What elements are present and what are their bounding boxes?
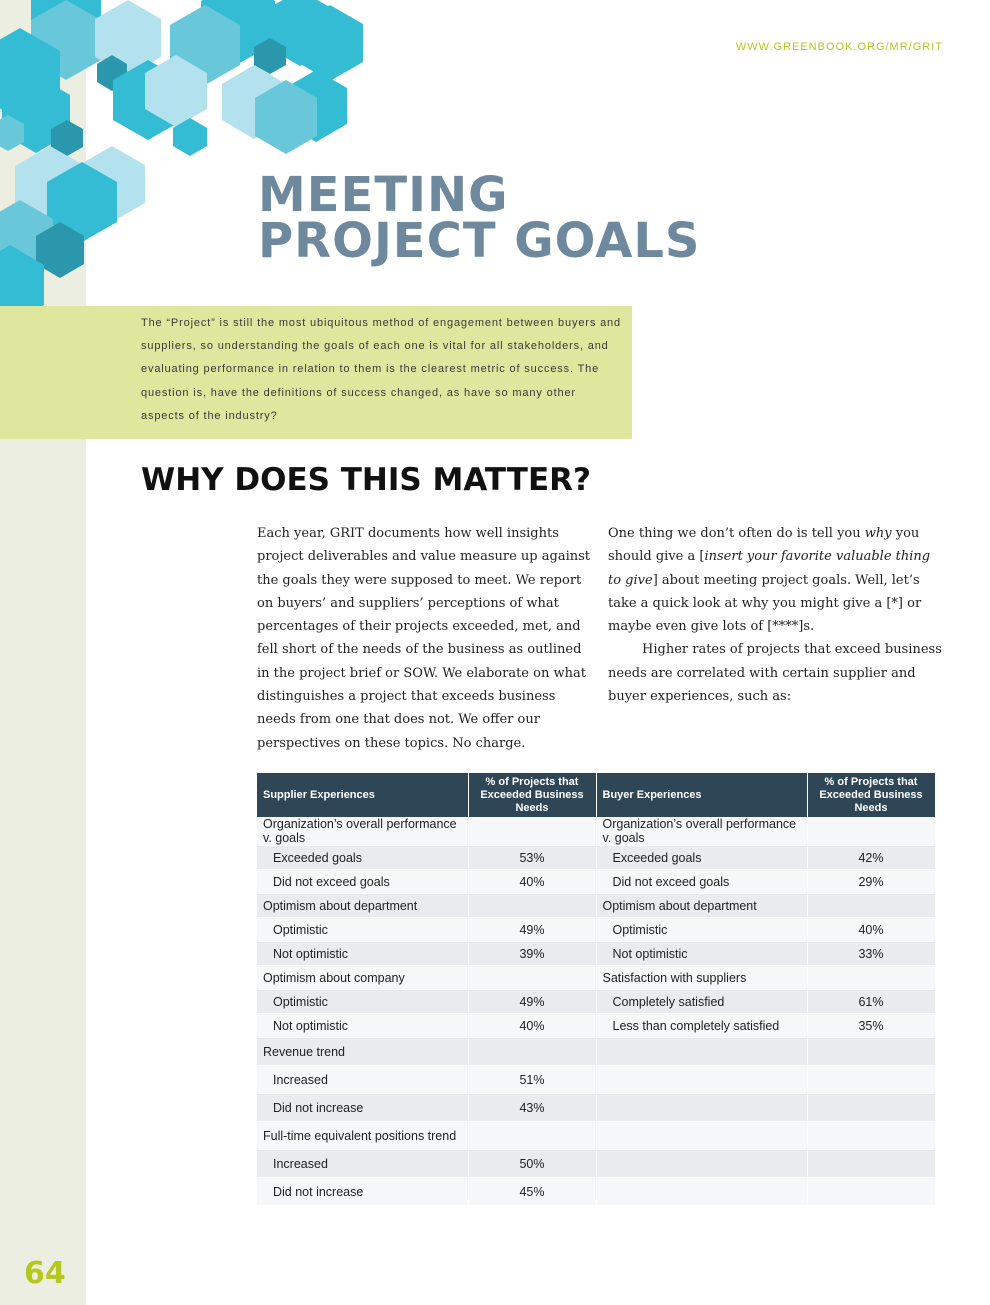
text-run-italic: insert your favorite valuable thing to give bbox=[608, 549, 931, 588]
table-header-row bbox=[257, 773, 935, 817]
buyer-label-cell: Optimistic bbox=[596, 918, 807, 942]
buyer-value-cell bbox=[807, 1066, 935, 1094]
table-row bbox=[257, 1038, 935, 1066]
text-run-italic: why bbox=[864, 526, 892, 541]
buyer-value-cell: 61% bbox=[807, 990, 935, 1014]
supplier-label-cell: Not optimistic bbox=[257, 942, 468, 966]
header-buyer-pct: % of Projects that Exceeded Business Needs bbox=[807, 773, 935, 817]
supplier-label-cell: Did not increase bbox=[257, 1178, 468, 1206]
buyer-label-cell: Organization’s overall performance v. goals bbox=[596, 817, 807, 846]
buyer-value-cell: 42% bbox=[807, 846, 935, 870]
buyer-value-cell: 33% bbox=[807, 942, 935, 966]
title-line-2: PROJECT GOALS bbox=[258, 213, 701, 269]
buyer-value-cell bbox=[807, 1038, 935, 1066]
buyer-value-cell bbox=[807, 1150, 935, 1178]
supplier-value-cell bbox=[468, 1038, 596, 1066]
buyer-value-cell: 40% bbox=[807, 918, 935, 942]
table-row bbox=[257, 870, 935, 894]
buyer-value-cell bbox=[807, 817, 935, 846]
buyer-value-cell bbox=[807, 966, 935, 990]
supplier-label-cell: Did not increase bbox=[257, 1094, 468, 1122]
buyer-label-cell bbox=[596, 1150, 807, 1178]
experiences-table bbox=[257, 773, 936, 1206]
buyer-value-cell bbox=[807, 1122, 935, 1150]
page-number: 64 bbox=[24, 1256, 66, 1291]
buyer-label-cell: Exceeded goals bbox=[596, 846, 807, 870]
supplier-value-cell bbox=[468, 966, 596, 990]
text-run: One thing we don’t often do is tell you bbox=[608, 526, 865, 541]
buyer-label-cell: Optimism about department bbox=[596, 894, 807, 918]
supplier-value-cell bbox=[468, 1122, 596, 1150]
supplier-label-cell: Optimism about company bbox=[257, 966, 468, 990]
buyer-label-cell bbox=[596, 1066, 807, 1094]
table-row bbox=[257, 894, 935, 918]
supplier-label-cell: Not optimistic bbox=[257, 1014, 468, 1038]
table-row bbox=[257, 966, 935, 990]
intro-text: The “Project” is still the most ubiquitous method of engagement between buyers and suppliers, so understanding the goals of each one is vital for all stakeholders, and evaluating performance in relation to them is the clearest metric of success. The question is, have the definitions of success changed, as have so many other aspects of the industry? bbox=[141, 317, 621, 422]
buyer-label-cell: Completely satisfied bbox=[596, 990, 807, 1014]
table-row bbox=[257, 817, 935, 846]
section-heading: WHY DOES THIS MATTER? bbox=[141, 462, 591, 498]
supplier-label-cell: Revenue trend bbox=[257, 1038, 468, 1066]
supplier-value-cell: 53% bbox=[468, 846, 596, 870]
body-paragraph bbox=[608, 522, 943, 638]
text-run: ] about meeting project goals. Well, let’s take a quick look at why you might give a [*] or maybe even give lots of [****]s. bbox=[608, 572, 922, 635]
page-title bbox=[258, 167, 701, 269]
table-row bbox=[257, 846, 935, 870]
supplier-value-cell bbox=[468, 817, 596, 846]
buyer-value-cell bbox=[807, 1178, 935, 1206]
supplier-value-cell: 40% bbox=[468, 1014, 596, 1038]
supplier-label-cell: Increased bbox=[257, 1066, 468, 1094]
supplier-value-cell: 50% bbox=[468, 1150, 596, 1178]
supplier-value-cell: 45% bbox=[468, 1178, 596, 1206]
table-row bbox=[257, 1150, 935, 1178]
buyer-value-cell bbox=[807, 894, 935, 918]
header-buyer: Buyer Experiences bbox=[596, 773, 807, 817]
table-row bbox=[257, 1094, 935, 1122]
title-line-1: MEETING bbox=[258, 167, 509, 223]
buyer-label-cell bbox=[596, 1038, 807, 1066]
text-run: you should give a [ bbox=[608, 526, 920, 565]
buyer-label-cell: Less than completely satisfied bbox=[596, 1014, 807, 1038]
buyer-label-cell bbox=[596, 1094, 807, 1122]
table-row bbox=[257, 1066, 935, 1094]
body-paragraph: Each year, GRIT documents how well insights project deliverables and value measure up against the goals they were supposed to meet. We report on buyers’ and suppliers’ perceptions of what percentages of their projects exceeded, met, and fell short of the needs of the business as outlined in the project brief or SOW. We elaborate on what distinguishes a project that exceeds business needs from one that does not. We offer our perspectives on these topics. No charge. bbox=[257, 526, 590, 751]
supplier-value-cell: 49% bbox=[468, 918, 596, 942]
supplier-label-cell: Exceeded goals bbox=[257, 846, 468, 870]
supplier-label-cell: Optimistic bbox=[257, 918, 468, 942]
supplier-label-cell: Full-time equivalent positions trend bbox=[257, 1122, 468, 1150]
supplier-label-cell: Optimism about department bbox=[257, 894, 468, 918]
supplier-value-cell bbox=[468, 894, 596, 918]
supplier-label-cell: Increased bbox=[257, 1150, 468, 1178]
supplier-value-cell: 51% bbox=[468, 1066, 596, 1094]
supplier-label-cell: Organization’s overall performance v. goals bbox=[257, 817, 468, 846]
table-row bbox=[257, 942, 935, 966]
table-row bbox=[257, 918, 935, 942]
body-column-left bbox=[257, 522, 592, 755]
table-body bbox=[257, 817, 935, 1206]
supplier-value-cell: 49% bbox=[468, 990, 596, 1014]
table-row bbox=[257, 1122, 935, 1150]
buyer-label-cell bbox=[596, 1122, 807, 1150]
supplier-value-cell: 39% bbox=[468, 942, 596, 966]
supplier-label-cell: Optimistic bbox=[257, 990, 468, 1014]
buyer-label-cell: Satisfaction with suppliers bbox=[596, 966, 807, 990]
buyer-value-cell: 29% bbox=[807, 870, 935, 894]
body-column-right bbox=[608, 522, 943, 708]
supplier-value-cell: 43% bbox=[468, 1094, 596, 1122]
buyer-value-cell bbox=[807, 1094, 935, 1122]
table-row bbox=[257, 990, 935, 1014]
buyer-label-cell: Not optimistic bbox=[596, 942, 807, 966]
supplier-value-cell: 40% bbox=[468, 870, 596, 894]
website-url[interactable]: WWW.GREENBOOK.ORG/MR/GRIT bbox=[735, 41, 943, 53]
buyer-label-cell: Did not exceed goals bbox=[596, 870, 807, 894]
buyer-value-cell: 35% bbox=[807, 1014, 935, 1038]
table-row bbox=[257, 1014, 935, 1038]
body-paragraph: Higher rates of projects that exceed business needs are correlated with certain supplier and buyer experiences, such as: bbox=[608, 642, 942, 705]
buyer-label-cell bbox=[596, 1178, 807, 1206]
supplier-label-cell: Did not exceed goals bbox=[257, 870, 468, 894]
header-supplier-pct: % of Projects that Exceeded Business Needs bbox=[468, 773, 596, 817]
header-supplier: Supplier Experiences bbox=[257, 773, 468, 817]
table-row bbox=[257, 1178, 935, 1206]
